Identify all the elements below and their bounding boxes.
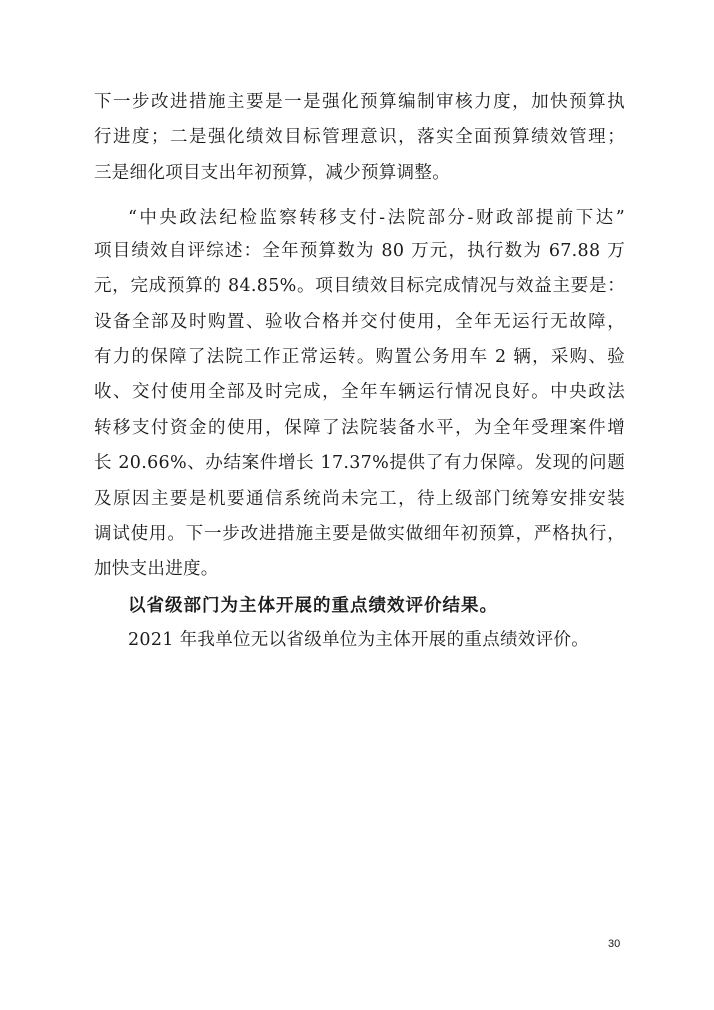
- text-line: “中央政法纪检监察转移支付-法院部分-财政部提前下达”: [128, 208, 625, 228]
- text-line: 三是细化项目支出年初预算，减少预算调整。: [94, 163, 450, 183]
- text-line: 及原因主要是机要通信系统尚未完工，待上级部门统筹安排安装: [94, 489, 625, 509]
- statement-paragraph: 2021 年我单位无以省级单位为主体开展的重点绩效评价。: [128, 630, 589, 650]
- text-line: 元，完成预算的 84.85%。项目绩效目标完成情况与效益主要是：: [94, 276, 625, 296]
- text-line: 收、交付使用全部及时完成，全年车辆运行情况良好。中央政法: [94, 382, 625, 402]
- text-line: 转移支付资金的使用，保障了法院装备水平，为全年受理案件增: [94, 418, 625, 438]
- text-line: 设备全部及时购置、验收合格并交付使用，全年无运行无故障，: [94, 312, 625, 332]
- text-line: 下一步改进措施主要是一是强化预算编制审核力度，加快预算执: [94, 92, 625, 112]
- text-line: 长 20.66%、办结案件增长 17.37%提供了有力保障。发现的问题: [94, 453, 625, 473]
- text-line: 行进度；二是强化绩效目标管理意识，落实全面预算绩效管理；: [94, 127, 625, 147]
- section-heading: 以省级部门为主体开展的重点绩效评价结果。: [128, 596, 498, 616]
- text-line: 加快支出进度。: [94, 559, 219, 579]
- text-line: 项目绩效自评综述：全年预算数为 80 万元，执行数为 67.88 万: [94, 241, 625, 261]
- text-line: 有力的保障了法院工作正常运转。购置公务用车 2 辆，采购、验: [94, 347, 625, 367]
- page-number: 30: [608, 938, 621, 950]
- text-line: 调试使用。下一步改进措施主要是做实做细年初预算，严格执行，: [94, 524, 625, 544]
